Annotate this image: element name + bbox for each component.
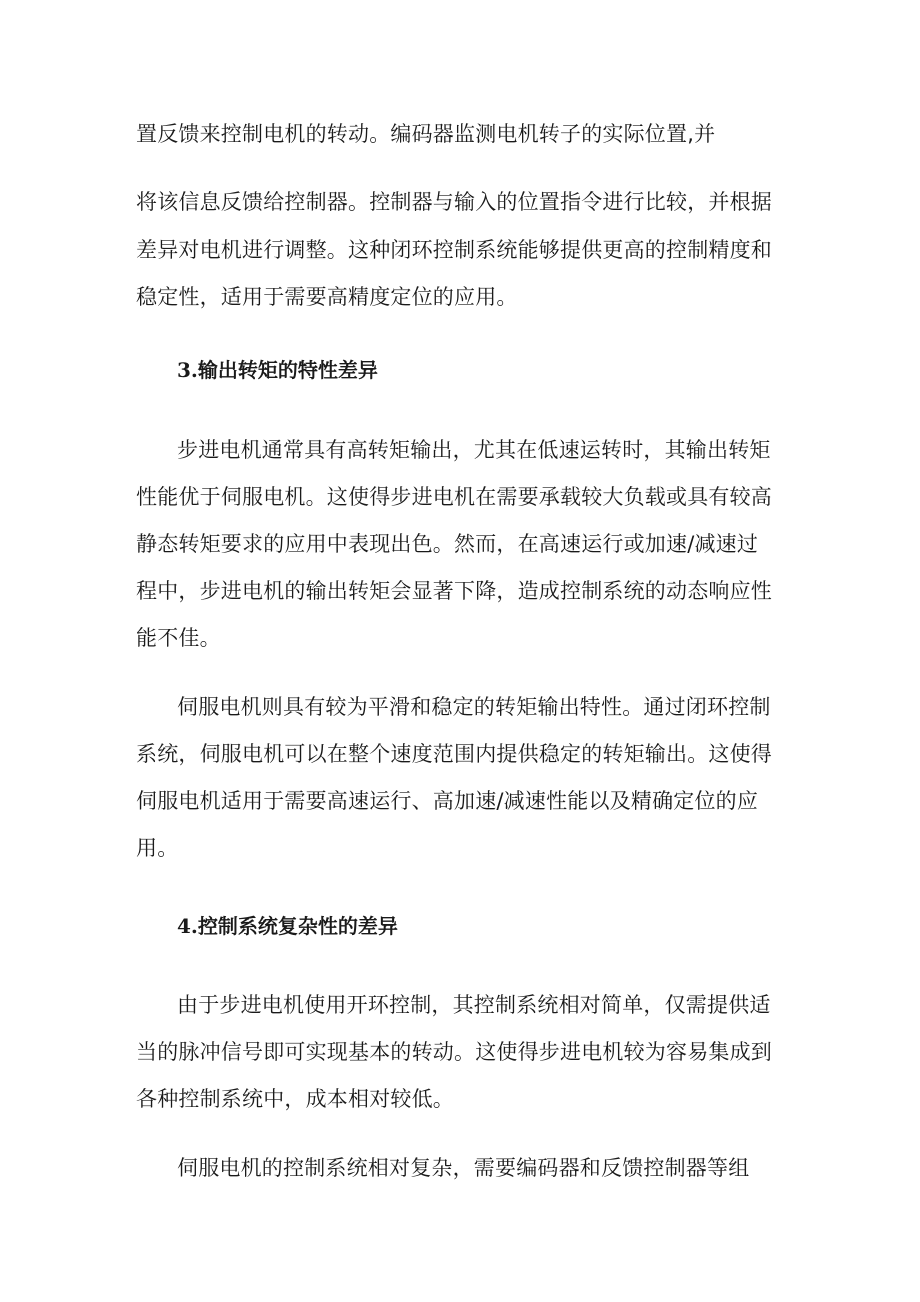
paragraph-line: 能不佳。 [136, 626, 221, 650]
paragraph-line: 由于步进电机使用开环控制，其控制系统相对简单，仅需提供适 [177, 993, 771, 1017]
paragraph-line: 差异对电机进行调整。这种闭环控制系统能够提供更高的控制精度和 [136, 238, 772, 262]
paragraph-line: 程中，步进电机的输出转矩会显著下降，造成控制系统的动态响应性 [136, 579, 772, 603]
section-heading-4: 4.控制系统复杂性的差异 [177, 914, 398, 938]
paragraph-line: 伺服电机适用于需要高速运行、高加速/减速性能以及精确定位的应 [136, 789, 759, 813]
paragraph-line: 步进电机通常具有高转矩输出，尤其在低速运转时，其输出转矩 [177, 438, 771, 462]
paragraph-line: 静态转矩要求的应用中表现出色。然而，在高速运行或加速/减速过 [136, 532, 759, 556]
paragraph-line: 伺服电机则具有较为平滑和稳定的转矩输出特性。通过闭环控制 [177, 695, 771, 719]
paragraph-line: 置反馈来控制电机的转动。编码器监测电机转子的实际位置,并 [136, 122, 716, 146]
paragraph-line: 将该信息反馈给控制器。控制器与输入的位置指令进行比较，并根据 [136, 190, 772, 214]
paragraph-line: 各种控制系统中，成本相对较低。 [136, 1087, 454, 1111]
paragraph-line: 伺服电机的控制系统相对复杂，需要编码器和反馈控制器等组 [177, 1156, 750, 1180]
paragraph-line: 性能优于伺服电机。这使得步进电机在需要承载较大负载或具有较高 [136, 485, 772, 509]
paragraph-line: 系统，伺服电机可以在整个速度范围内提供稳定的转矩输出。这使得 [136, 742, 772, 766]
paragraph-line: 当的脉冲信号即可实现基本的转动。这使得步进电机较为容易集成到 [136, 1040, 772, 1064]
paragraph-line: 稳定性，适用于需要高精度定位的应用。 [136, 285, 518, 309]
paragraph-line: 用。 [136, 836, 179, 860]
section-heading-3: 3.输出转矩的特性差异 [177, 358, 378, 382]
